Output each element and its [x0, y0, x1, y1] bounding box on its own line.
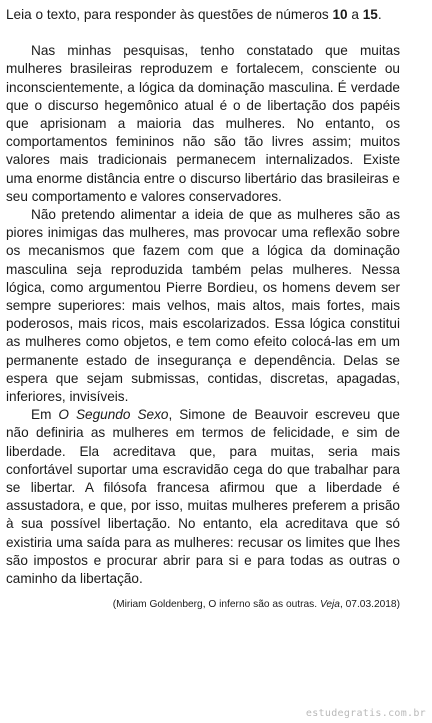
document-page [6, 6, 400, 611]
book-title: O Segundo Sexo [58, 407, 169, 423]
source-pre: (Miriam Goldenberg, O inferno são as outras. [112, 599, 320, 611]
paragraph-3-pre: Em [31, 407, 59, 423]
site-watermark: estudegratis.com.br [305, 708, 426, 719]
question-start-number: 10 [332, 7, 348, 22]
instructions-pre: Leia o texto, para responder às questões de números [6, 7, 333, 22]
magazine-name: Veja [319, 599, 340, 611]
instructions-text [6, 6, 400, 24]
paragraph-3-post: , Simone de Beauvoir escreveu que não definiria as mulheres em termos de felicidade, e sim de liberdade. Ela acreditava que, para muitas, seria mais confortável suportar uma escravidão cega do que trabalhar para se libertar. A filósofa francesa afirmou que a liberdade é assustadora, e que, por isso, muitas mulheres preferem a prisão à sua possível libertação. No entanto, ela acreditava que só existiria uma saída para as mulheres: recusar os limites que lhes são impostos e procurar abrir para si e para todas as outras o caminho da libertação. [6, 407, 400, 587]
paragraph-2: Não pretendo alimentar a ideia de que as mulheres são as piores inimigas das mulheres, mas provocar uma reflexão sobre os mecanismos que fazem com que a lógica da dominação masculina seja reproduzida também pelas mulheres. Nessa lógica, como argumentou Pierre Bordieu, os homens devem ser sempre superiores: mais velhos, mais altos, mais fortes, mais poderosos, mais ricos, mais escolarizados. Essa lógica constitui as mulheres como objetos, e tem como efeito colocá-las em um permanente estado de insegurança e dependência. Delas se espera que sejam submissas, contidas, discretas, apagadas, inferiores, invisíveis. [6, 207, 400, 405]
instructions-mid: a [347, 7, 363, 22]
paragraph-1: Nas minhas pesquisas, tenho constatado que muitas mulheres brasileiras reproduzem e fortalecem, consciente ou inconscientemente, a lógica da dominação masculina. É verdade que o discurso hegemônico atual é o de libertação dos papéis que aprisionam a maioria das mulheres. No entanto, os comportamentos femininos não são tão livres assim; muitos valores mais tradicionais permanecem internalizados. Existe uma enorme distância entre o discurso libertário das brasileiras e seu comportamento e valores conservadores. [6, 43, 400, 204]
instructions-post: . [377, 7, 382, 22]
source-citation [6, 598, 400, 611]
paragraph-3 [6, 406, 400, 588]
source-post: , 07.03.2018) [339, 599, 400, 611]
question-end-number: 15 [362, 7, 378, 22]
